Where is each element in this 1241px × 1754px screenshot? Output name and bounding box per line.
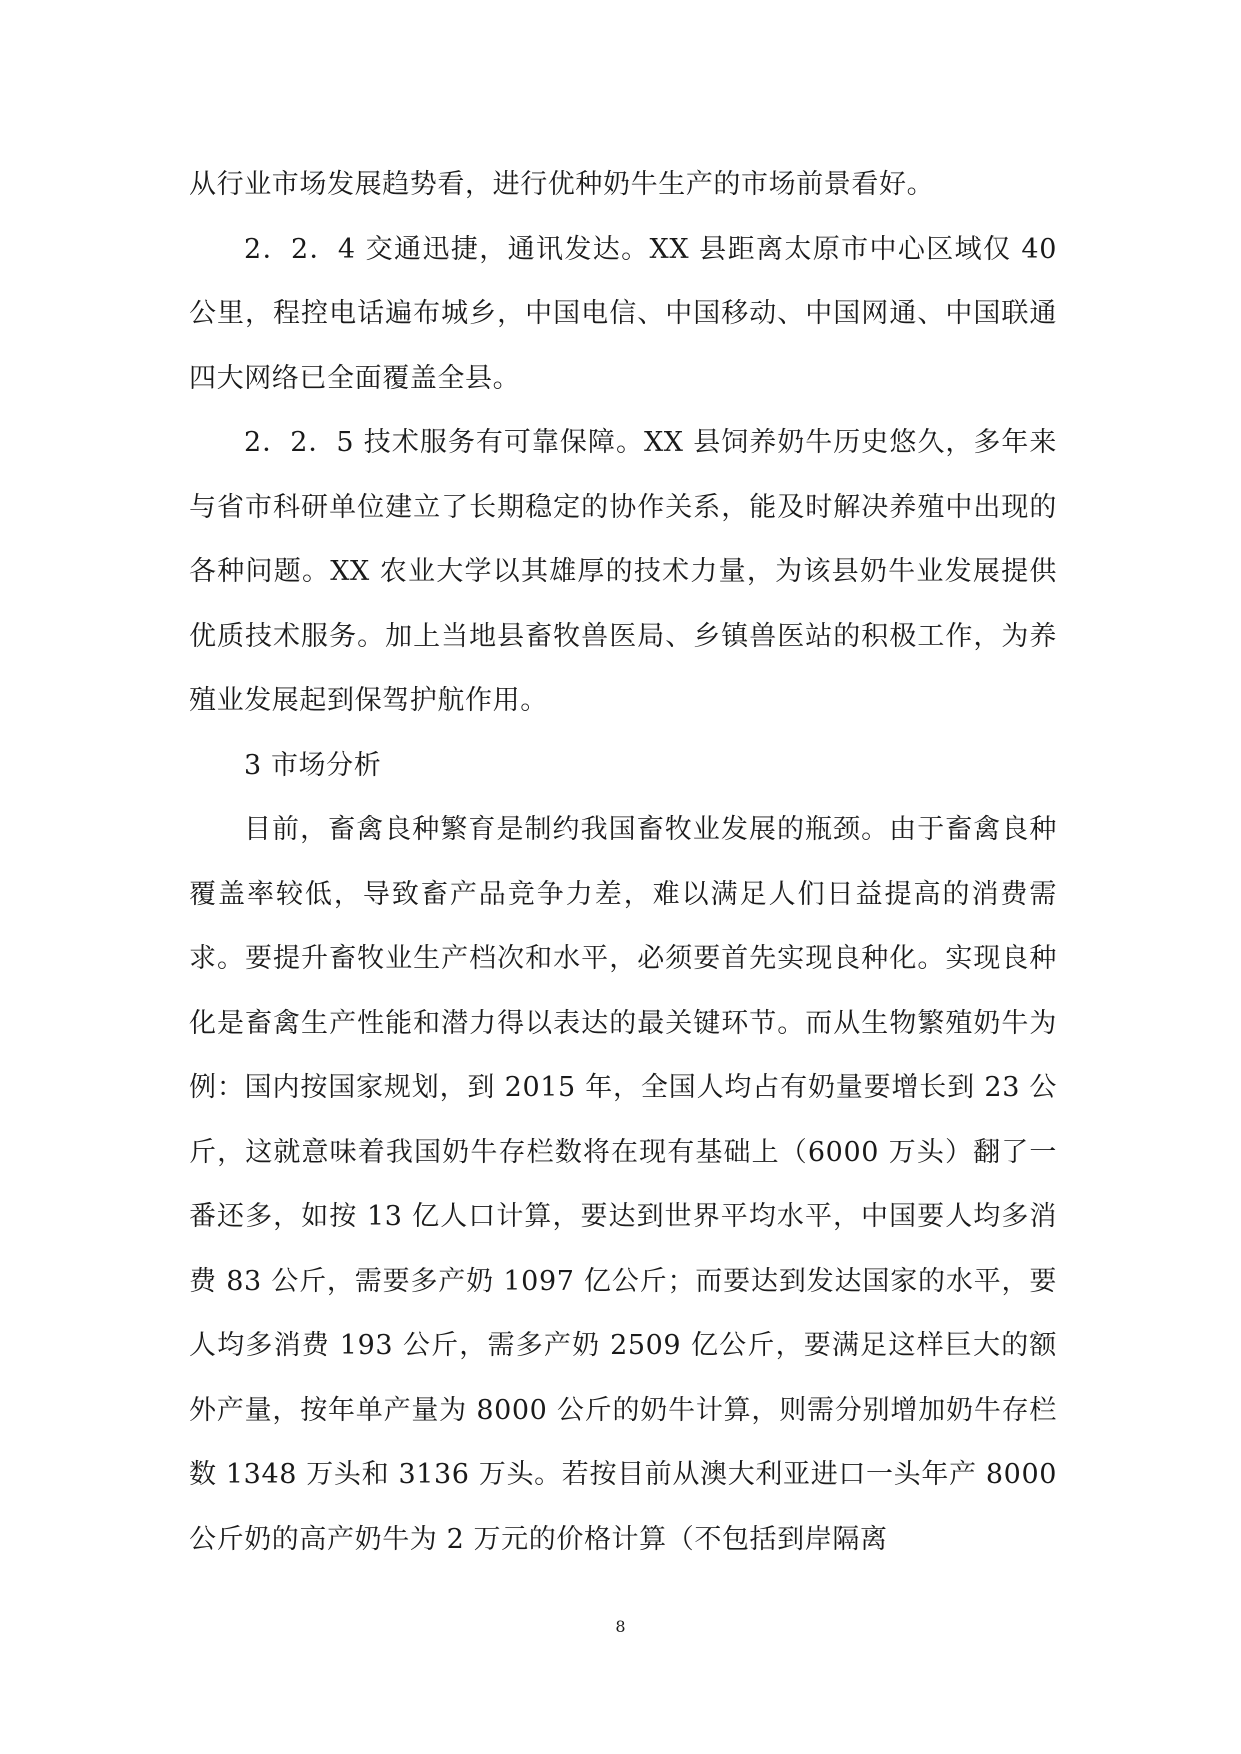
paragraph-market-outlook: 从行业市场发展趋势看，进行优种奶牛生产的市场前景看好。 — [189, 169, 935, 200]
paragraph-technical-service: 2．2．5 技术服务有可靠保障。XX 县饲养奶牛历史悠久，多年来与省市科研单位建立了长期稳定的协作关系，能及时解决养殖中出现的各种问题。XX 农业大学以其雄厚的技术力量，为该县奶牛业发展提供优质技术服务。加上当地县畜牧兽医局、乡镇兽医站的积极工作，为养殖业发展起到保驾护航作用。 — [189, 427, 1057, 716]
body-text — [189, 153, 1057, 1572]
paragraph-transport-communication: 2．2．4 交通迅捷，通讯发达。XX 县距离太原市中心区域仅 40 公里，程控电话遍布城乡，中国电信、中国移动、中国网通、中国联通四大网络已全面覆盖全县。 — [189, 233, 1057, 394]
section-heading-market-analysis: 3 市场分析 — [244, 749, 382, 781]
paragraph-breeding-analysis: 目前，畜禽良种繁育是制约我国畜牧业发展的瓶颈。由于畜禽良种覆盖率较低，导致畜产品竞争力差，难以满足人们日益提高的消费需求。要提升畜牧业生产档次和水平，必须要首先实现良种化。实现良种化是畜禽生产性能和潜力得以表达的最关键环节。而从生物繁殖奶牛为例：国内按国家规划，到 2015 年，全国人均占有奶量要增长到 23 公斤，这就意味着我国奶牛存栏数将在现有基础上（6000 万头）翻了一番还多，如按 13 亿人口计算，要达到世界平均水平，中国要人均多消费 83 公斤，需要多产奶 1097 亿公斤；而要达到发达国家的水平，要人均多消费 193 公斤，需多产奶 2509 亿公斤，要满足这样巨大的额外产量，按年单产量为 8000 公斤的奶牛计算，则需分别增加奶牛存栏数 1348 万头和 3136 万头。若按目前从澳大利亚进口一头年产 8000 公斤奶的高产奶牛为 2 万元的价格计算（不包括到岸隔离 — [189, 814, 1057, 1555]
page-number: 8 — [615, 1617, 626, 1636]
